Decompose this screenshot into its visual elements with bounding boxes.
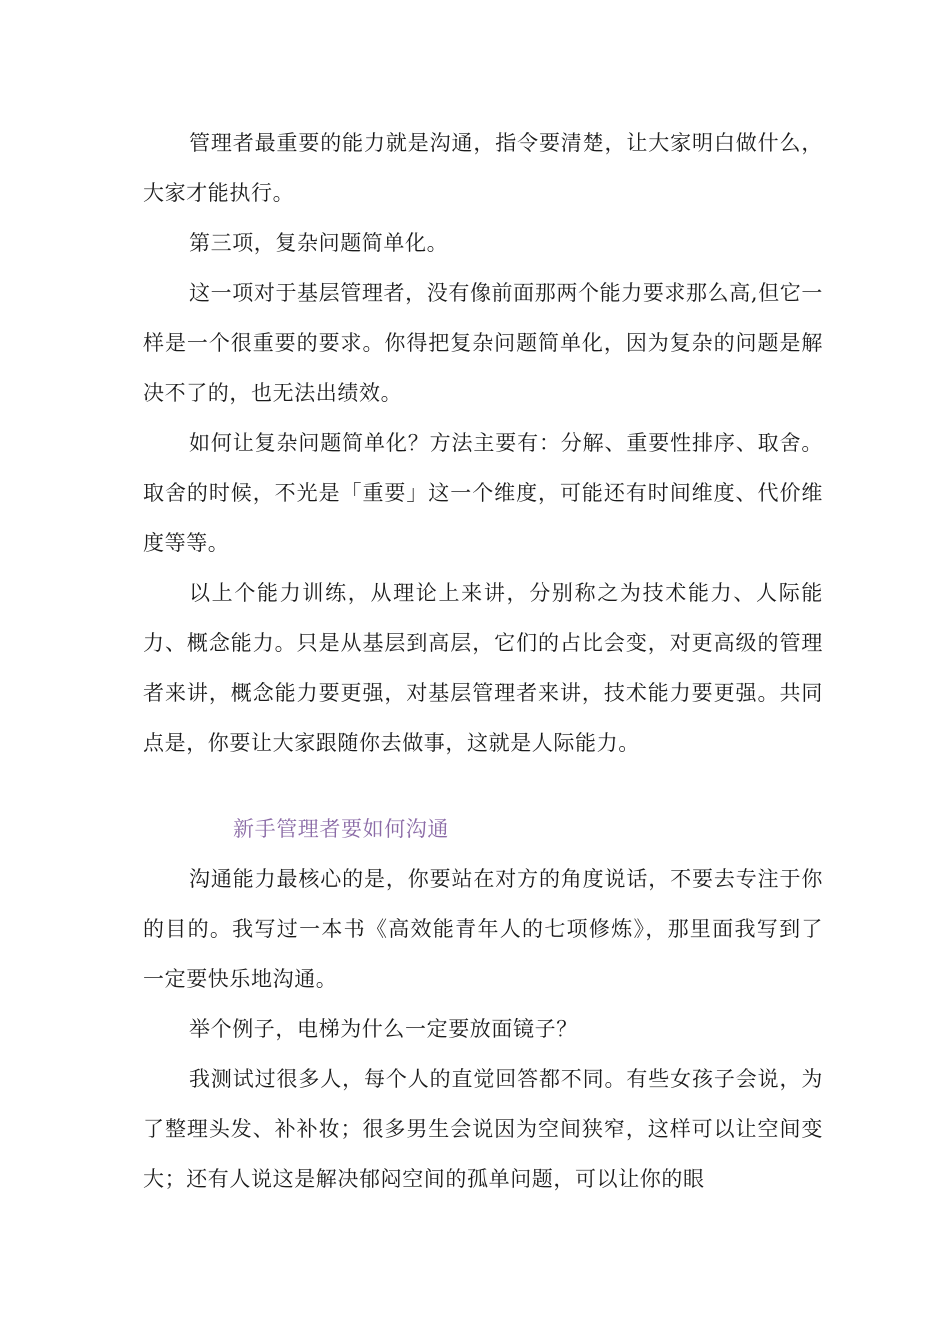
- paragraph: 以上个能力训练，从理论上来讲，分别称之为技术能力、人际能力、概念能力。只是从基层到高层，它们的占比会变，对更高级的管理者来讲，概念能力要更强，对基层管理者来讲，技术能力要更强。共同点是，你要让大家跟随你去做事，这就是人际能力。: [143, 581, 823, 755]
- document-body: [143, 118, 823, 1204]
- paragraph: 沟通能力最核心的是，你要站在对方的角度说话，不要去专注于你的目的。我写过一本书《高效能青年人的七项修炼》，那里面我写到了一定要快乐地沟通。: [143, 867, 823, 991]
- paragraph: 第三项，复杂问题简单化。: [189, 231, 449, 255]
- paragraph: 我测试过很多人，每个人的直觉回答都不同。有些女孩子会说，为了整理头发、补补妆；很多男生会说因为空间狭窄，这样可以让空间变大；还有人说这是解决郁闷空间的孤单问题，可以让你的眼: [143, 1067, 823, 1191]
- paragraph: 管理者最重要的能力就是沟通，指令要清楚，让大家明白做什么，大家才能执行。: [143, 131, 823, 205]
- paragraph: 如何让复杂问题简单化？方法主要有：分解、重要性排序、取舍。取舍的时候，不光是「重要」这一个维度，可能还有时间维度、代价维度等等。: [143, 431, 823, 555]
- section-heading: 新手管理者要如何沟通: [233, 817, 449, 841]
- paragraph: 这一项对于基层管理者，没有像前面那两个能力要求那么高,但它一样是一个很重要的要求。你得把复杂问题简单化，因为复杂的问题是解决不了的，也无法出绩效。: [143, 281, 823, 405]
- paragraph: 举个例子，电梯为什么一定要放面镜子？: [189, 1017, 578, 1041]
